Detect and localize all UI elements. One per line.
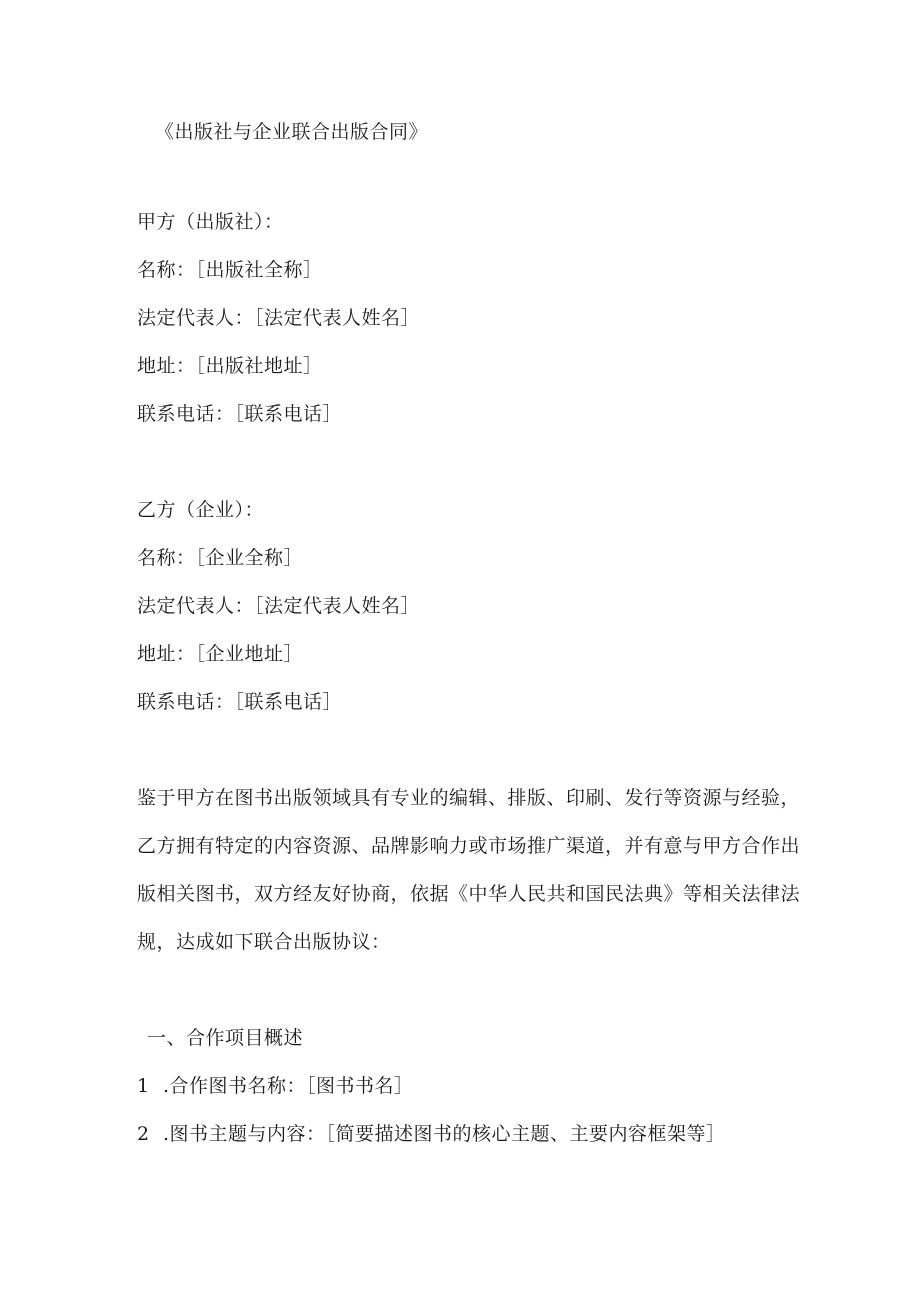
preamble-line-3: 版相关图书，双方经友好协商，依据《中华人民共和国民法典》等相关法律法 xyxy=(137,883,801,905)
party-a-phone: 联系电话：［联系电话］ xyxy=(137,403,343,425)
item-number: 2 xyxy=(137,1123,150,1145)
section-1-heading: 一、合作项目概述 xyxy=(147,1027,304,1049)
party-a-representative: 法定代表人：［法定代表人姓名］ xyxy=(137,307,421,329)
party-b-heading: 乙方（企业）： xyxy=(137,499,265,521)
contract-title: 《出版社与企业联合出版合同》 xyxy=(155,121,429,143)
preamble-line-1: 鉴于甲方在图书出版领域具有专业的编辑、排版、印刷、发行等资源与经验， xyxy=(137,787,801,809)
party-a-name: 名称：［出版社全称］ xyxy=(137,259,323,281)
preamble-line-2: 乙方拥有特定的内容资源、品牌影响力或市场推广渠道，并有意与甲方合作出 xyxy=(137,835,801,857)
party-b-representative: 法定代表人：［法定代表人姓名］ xyxy=(137,595,421,617)
item-text: .图书主题与内容：［简要描述图书的核心主题、主要内容框架等］ xyxy=(163,1123,726,1145)
party-a-heading: 甲方（出版社）： xyxy=(137,211,284,233)
party-b-address: 地址：［企业地址］ xyxy=(137,643,304,665)
party-b-phone: 联系电话：［联系电话］ xyxy=(137,691,343,713)
preamble-line-4: 规，达成如下联合出版协议： xyxy=(137,931,391,953)
party-b-name: 名称：［企业全称］ xyxy=(137,547,304,569)
item-text: .合作图书名称：［图书书名］ xyxy=(163,1075,414,1097)
item-number: 1 xyxy=(137,1075,150,1097)
party-a-address: 地址：［出版社地址］ xyxy=(137,355,323,377)
section-1-item xyxy=(137,1122,726,1146)
section-1-item xyxy=(137,1074,414,1098)
